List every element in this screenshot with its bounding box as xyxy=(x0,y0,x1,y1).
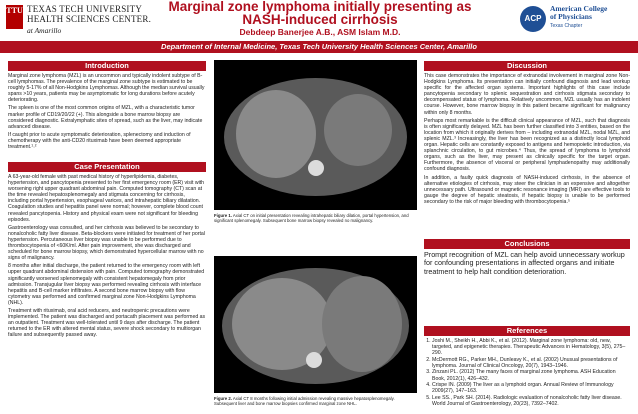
introduction-paragraph: The spleen is one of the most common origins of MZL, with a characteristic tumor marker profile of CD19/20/22 (+). This alongside a bone marrow biopsy are considered diagnostic. Extralymphatic sites of spread, such as the liver, may indicate advanced disease. xyxy=(8,105,203,130)
poster-title-line2: NASH-induced cirrhosis xyxy=(242,12,398,27)
reference-item: 4. Crispe IN. (2009) The liver as a lymphoid organ. Annual Review of Immunology 2009(27), 147–163. xyxy=(432,382,630,394)
ttuhsc-logo xyxy=(6,4,152,38)
reference-item: 3. Zinzani PL. (2012) The many faces of marginal zone lymphoma. ASH Education Book, 2012(1), 426–432. xyxy=(432,369,630,381)
figure-1-caption-text: Axial CT on initial presentation revealing intrahepatic biliary dilation, portal hypertension, and significant splenomegaly. Subsequent bone marrow biopsy revealed no malignancy. xyxy=(214,213,409,223)
poster-title-line1: Marginal zone lymphoma initially presenting as xyxy=(168,0,472,14)
case-paragraph: 8 months after initial discharge, the patient returned to the emergency room with left upper quadrant abdominal distension with pain. Computed tomography demonstrated significantly worsened splenomegaly with consistent hepatomegaly from prior admission. Transjugular liver biopsy was performed revealing cirrhosis with interface hepatitis and B-cell marker infiltrates. A second bone marrow biopsy with flow cytometry was performed and confirmed marginal zone Non-Hodgkins Lymphoma (NHL). xyxy=(8,263,205,306)
case-presentation-body xyxy=(8,174,206,410)
case-paragraph: A 63-year-old female with past medical history of hyperlipidemia, diabetes, hypertension, and pancytopenia presented to her first emergency room (ER) visit with worsening right upper quadrant abdominal pain. Computed tomography (CT) scan at the time revealed hepatosplenomegaly and stigmata concerning for cirrhosis, including portal hypertension, esophageal varices, and intrahepatic biliary dilatation. Coagulation studies and hepatitis panel were normal; however, complete blood count revealed pancytopenia. History and physical exam were not significant for bleeding episodes. xyxy=(8,174,205,223)
discussion-paragraph: This case demonstrates the importance of extranodal involvement in marginal zone Non-Hodgkins Lymphoma. Its presentation can initially confound diagnosis and lead workup specific for the affected organ systems. Important highlights of this case include pancytopenia secondary to splenic sequestration and cirrhosis stigmata secondary to decompensated status of lymphoma. Relatively uncommon, MZL usually has an indolent course. However, bone marrow biopsy in this patient became significant for malignancy within only 8 months. xyxy=(424,73,630,116)
ct-spine xyxy=(308,160,324,176)
references-heading: References xyxy=(424,326,630,336)
introduction-body xyxy=(8,73,206,157)
ttu-name-line1: TEXAS TECH UNIVERSITY xyxy=(27,4,143,14)
discussion-paragraph: In addition, a faulty quick diagnosis of NASH-induced cirrhosis, in the absence of alternative etiologies of cirrhosis, may steer the clinician in an expensive and altogether unnecessary path. Ultrasound or magnetic resonance imaging (MRI) are effective tools to gauge the degree of hepatic steatosis, if hepatic biopsy is unable to be performed secondary to the risk of major bleeding with thrombocytopenia.⁵ xyxy=(424,174,630,205)
conclusions-heading: Conclusions xyxy=(424,239,630,249)
ct-spine xyxy=(306,352,322,368)
ct-liver xyxy=(236,90,316,178)
acp-name-line2: of Physicians xyxy=(550,12,592,21)
acp-seal-icon: ACP xyxy=(520,6,546,32)
figure-2-label: Figure 2. xyxy=(214,396,232,401)
figure-1-caption xyxy=(214,213,417,223)
ttu-campus: at Amarillo xyxy=(27,26,62,35)
department-bar: Department of Internal Medicine, Texas Tech University Health Sciences Center, Amarillo xyxy=(0,41,638,53)
poster-header xyxy=(0,0,638,41)
introduction-paragraph: If caught prior to acute symptomatic deterioration, splenectomy and induction of chemotherapy with the anti-CD20 rituximab have been deemed appropriate treatment.¹˒² xyxy=(8,131,191,151)
figure-1-label: Figure 1. xyxy=(214,213,232,218)
introduction-paragraph: Marginal zone lymphoma (MZL) is an uncommon and typically indolent subtype of B-cell lymphomas. The prevalence of the marginal zone subtype is estimated to be roughly 5-17% of all Non-Hodgkins Lymphomas. Although the median survival usually spans >10 years, patients may be asymptomatic for long durations before acutely deteriorating. xyxy=(8,73,205,104)
reference-item: 2. McDermott RG., Parker MH., Dunleavy K., et al. (2002) Unusual presentations of lymphoma. Journal of Clinical Oncology, 20(7), 1943–1946. xyxy=(432,357,630,369)
ct-spleen xyxy=(322,276,402,372)
acp-name-line1: American College xyxy=(550,4,608,13)
reference-item: 5. Lee SS., Park SH. (2014). Radiologic evaluation of nonalcoholic fatty liver disease. World Journal of Gastroenterology, 20(23), 7392–7402. xyxy=(432,395,630,407)
acp-chapter: Texas Chapter xyxy=(550,23,583,29)
poster-authors: Debdeep Banerjee A.B., ASM Islam M.D. xyxy=(239,27,401,37)
discussion-heading: Discussion xyxy=(424,61,630,71)
figure-1-ct-image xyxy=(214,60,417,210)
discussion-body xyxy=(424,73,630,233)
figure-2-ct-image xyxy=(214,256,417,393)
case-presentation-heading: Case Presentation xyxy=(8,162,206,172)
acp-name xyxy=(550,5,607,21)
acp-logo xyxy=(520,3,632,37)
ttu-double-t-icon: TTU xyxy=(6,5,23,29)
introduction-heading: Introduction xyxy=(8,61,206,71)
title-block xyxy=(150,0,490,37)
conclusions-body: Prompt recognition of MZL can help avoid unnecessary workup for confounding presentations in affected organs and initiate treatment to help halt condition deterioration. xyxy=(424,251,625,276)
ct-spleen xyxy=(324,94,392,166)
references-body xyxy=(424,338,630,410)
ttu-name-line2: HEALTH SCIENCES CENTER. xyxy=(27,14,152,24)
figure-2-caption xyxy=(214,396,417,406)
references-list xyxy=(424,338,630,407)
figure-2-caption-text: Axial CT 8 months following initial admission revealing massive hepatosplenomegaly. Subsequent liver and bone marrow biopsies confirmed marginal zone NHL. xyxy=(214,396,395,406)
case-paragraph: Gastroenterology was consulted, and her cirrhosis was believed to be secondary to nonalcoholic fatty liver disease. Beta-blockers were initiated for treatment of her portal hypertension. Percutaneous liver biopsy was unable to be performed due to thrombocytopenia of <60K/ml. After pain improvement, she was discharged and scheduled for bone marrow biopsy, which demonstrated hypercellular marrow with no signs of malignancy. xyxy=(8,224,205,262)
discussion-paragraph: Perhaps most remarkable is the difficult clinical appearance of MZL, such that diagnosis is often significantly delayed. MZL has been further classified into 3 entities, based on the location from which it originally derives from – including extranodal MZL, nodal MZL, and splenic MZL.³ Increasingly, the liver has been recognized as a distinctly local lymphoid organ. Hepatic cells are constantly exposed to antigens and hemopoietic introduction, via splanchnic circulation, to gut microbes.⁴ Thus, the spread of lymphoma to lymphoid organs, such as the liver, may present as clinically specific for the target organ. Furthermore, the absence of visceral or peripheral lymphadenopathy may additionally confound diagnosis. xyxy=(424,117,630,173)
reference-item: 1. Joshi M., Sheikh H., Abbi K., et al. (2012). Marginal zone lymphoma: old, new, targeted, and epigenetic therapies. Therapeutic Advances in Hematology, 3(5), 275–290. xyxy=(432,338,630,356)
case-paragraph: Treatment with rituximab, oral acid reducers, and neutropenic precautions were implemented. The patient was discharged and portacath placement was performed as an outpatient. Treatment was well-tolerated until 9 days after discharge. The patient returned to the ER with altered mental status, severe shock secondary to multiorgan failure and subsequently passed away. xyxy=(8,307,206,339)
